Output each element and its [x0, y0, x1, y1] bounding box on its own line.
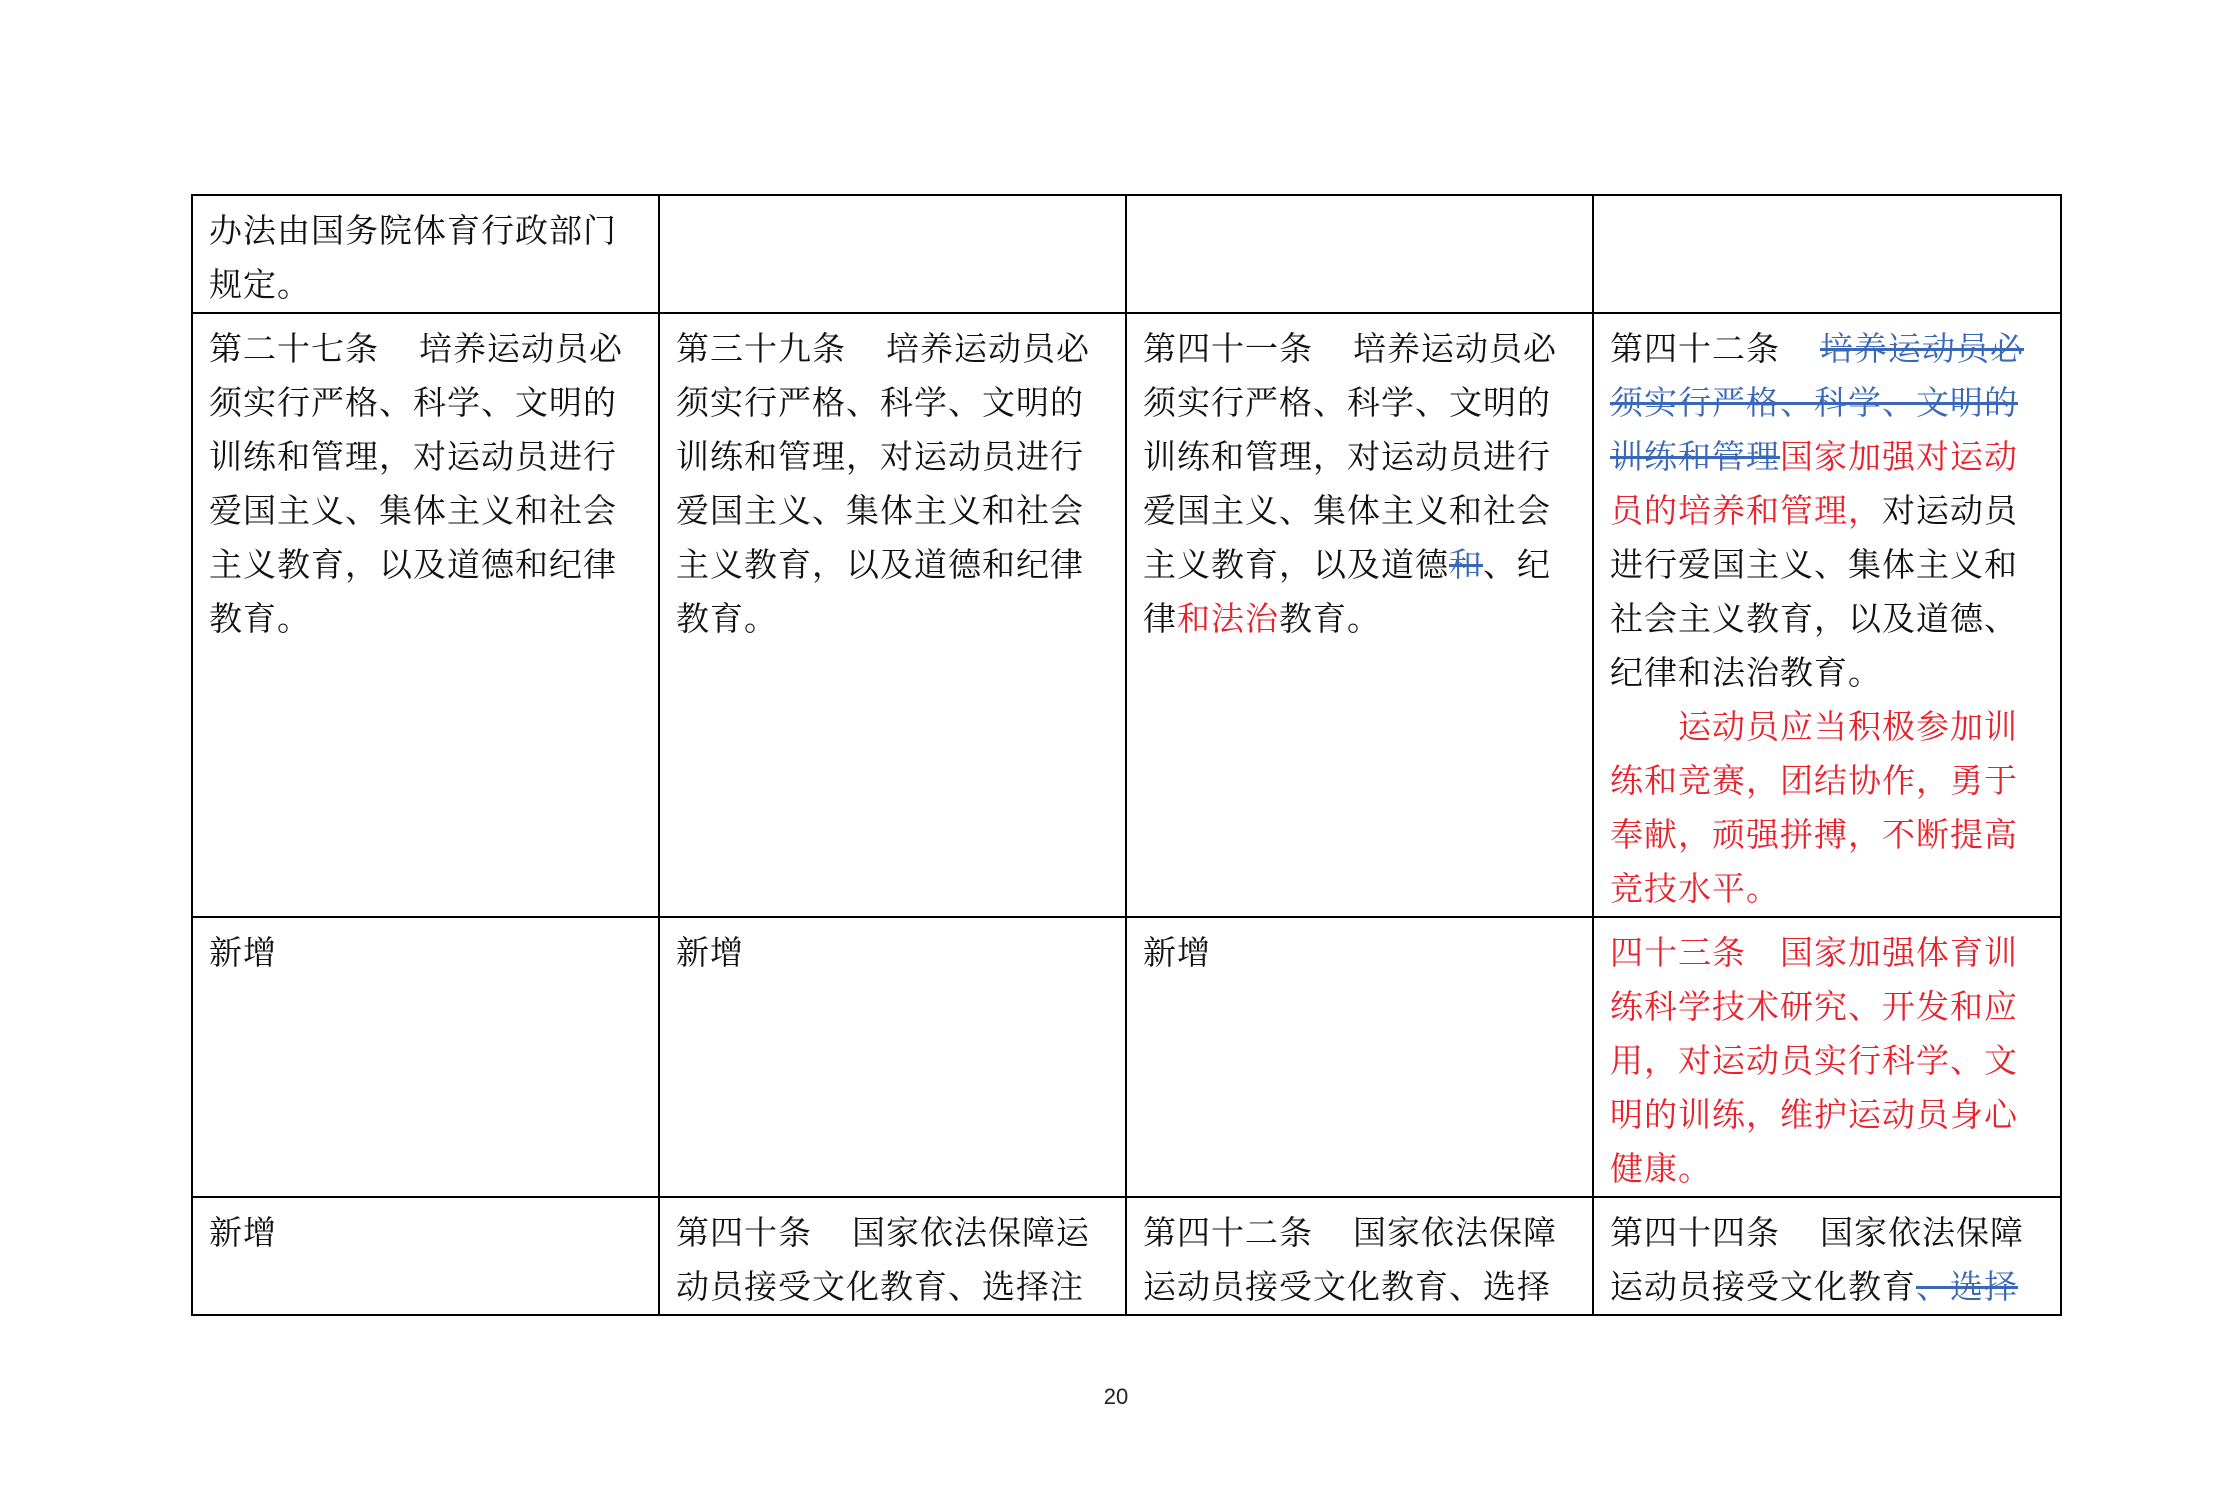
cell-r4-c4: [1593, 1197, 2061, 1315]
added-text: 国家加强对运动员的培养和管理，: [1610, 437, 2018, 530]
table-row: [192, 313, 2061, 917]
article-text: 培养运动员必须实行严格、科学、文明的训练和管理，对运动员进行爱国主义、集体主义和社会主义教育，以及道德: [1143, 329, 1557, 584]
cell-r3-c1: [192, 917, 659, 1197]
cell-r4-c3: [1126, 1197, 1593, 1315]
article-number: 第四十条: [676, 1213, 812, 1252]
new-label: 新增: [1143, 933, 1211, 972]
article-number: 第三十九条: [676, 329, 846, 368]
comparison-table: [191, 194, 2062, 1316]
new-label: 新增: [209, 933, 277, 972]
added-paragraph: 运动员应当积极参加训练和竞赛，团结协作，勇于奉献，顽强拼搏，不断提高竞技水平。: [1610, 707, 2018, 908]
cell-r3-c3: [1126, 917, 1593, 1197]
cell-r1-c4: [1593, 195, 2061, 313]
article-text: 培养运动员必须实行严格、科学、文明的训练和管理，对运动员进行爱国主义、集体主义和社会主义教育，以及道德和纪律教育。: [676, 329, 1090, 638]
cell-r4-c2: [659, 1197, 1126, 1315]
cell-r2-c2: [659, 313, 1126, 917]
cell-r3-c2: [659, 917, 1126, 1197]
deleted-text: 和: [1449, 545, 1483, 584]
article-number: 第四十二条: [1610, 329, 1780, 368]
article-text: 国家依法保障运动员接受文化教育、选择: [1143, 1213, 1557, 1306]
table-row: [192, 917, 2061, 1197]
article-number: 第四十一条: [1143, 329, 1313, 368]
cell-r2-c3: [1126, 313, 1593, 917]
added-text: 和法治: [1177, 599, 1279, 638]
cell-r1-c3: [1126, 195, 1593, 313]
page-number: 20: [1103, 1384, 1129, 1409]
article-text: 教育。: [1279, 599, 1381, 638]
article-number: 第二十七条: [209, 329, 379, 368]
article-number: 第四十二条: [1143, 1213, 1313, 1252]
cell-r1-c2: [659, 195, 1126, 313]
cell-text: 办法由国务院体育行政部门规定。: [209, 211, 617, 304]
cell-r2-c1: [192, 313, 659, 917]
cell-r1-c1: [192, 195, 659, 313]
deleted-text: 培养运动员必须实行严格、科学、文明的训练和管理: [1610, 329, 2024, 476]
cell-r3-c4: [1593, 917, 2061, 1197]
new-label: 新增: [209, 1213, 277, 1252]
article-text: 国家依法保障运动员接受文化教育: [1610, 1213, 2024, 1306]
article-text: 对运动员进行爱国主义、集体主义和社会主义教育，以及道德、纪律和法治教育。: [1610, 491, 2018, 692]
article-text: 、纪律: [1143, 545, 1551, 638]
article-number: 第四十四条: [1610, 1213, 1780, 1252]
article-text: 国家依法保障运动员接受文化教育、选择注: [676, 1213, 1090, 1306]
cell-r2-c4: [1593, 313, 2061, 917]
table-row: [192, 1197, 2061, 1315]
deleted-text: 、选择: [1916, 1267, 2018, 1306]
article-text: 培养运动员必须实行严格、科学、文明的训练和管理，对运动员进行爱国主义、集体主义和社会主义教育，以及道德和纪律教育。: [209, 329, 623, 638]
new-label: 新增: [676, 933, 744, 972]
added-text: 四十三条 国家加强体育训练科学技术研究、开发和应用，对运动员实行科学、文明的训练，维护运动员身心健康。: [1610, 933, 2018, 1188]
table-row: [192, 195, 2061, 313]
cell-r4-c1: [192, 1197, 659, 1315]
